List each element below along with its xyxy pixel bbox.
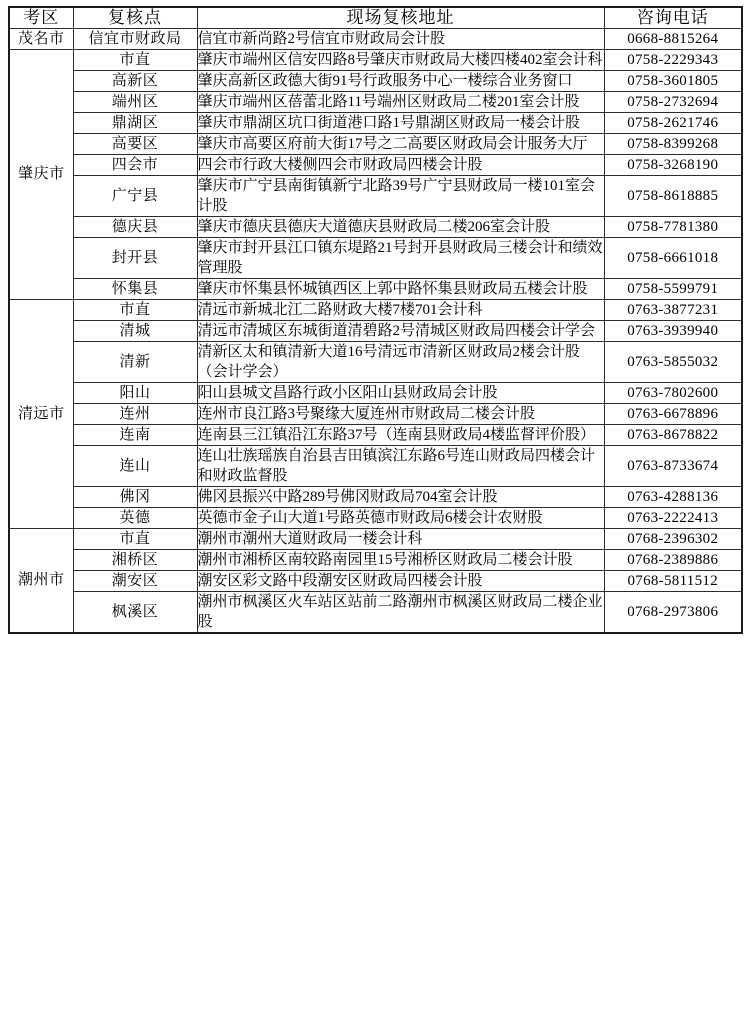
address-cell: 肇庆市怀集县怀城镇西区上郭中路怀集县财政局五楼会计股: [197, 279, 604, 300]
review-point-cell: 怀集县: [73, 279, 197, 300]
review-point-cell: 德庆县: [73, 217, 197, 238]
table-row: [9, 508, 742, 529]
table-row: [9, 321, 742, 342]
phone-cell: 0668-8815264: [604, 29, 742, 50]
table-row: [9, 217, 742, 238]
review-point-cell: 鼎湖区: [73, 113, 197, 134]
address-cell: 潮州市湘桥区南较路南园里15号湘桥区财政局二楼会计股: [197, 550, 604, 571]
table-row: [9, 592, 742, 634]
address-cell: 潮州市枫溪区火车站区站前二路潮州市枫溪区财政局二楼企业股: [197, 592, 604, 634]
review-point-cell: 枫溪区: [73, 592, 197, 634]
table-row: [9, 425, 742, 446]
address-cell: 英德市金子山大道1号路英德市财政局6楼会计农财股: [197, 508, 604, 529]
phone-cell: 0758-8399268: [604, 134, 742, 155]
address-cell: 肇庆市鼎湖区坑口街道港口路1号鼎湖区财政局一楼会计股: [197, 113, 604, 134]
address-cell: 肇庆高新区政德大街91号行政服务中心一楼综合业务窗口: [197, 71, 604, 92]
table-row: [9, 176, 742, 217]
phone-cell: 0758-3601805: [604, 71, 742, 92]
table-row: [9, 404, 742, 425]
address-cell: 肇庆市高要区府前大街17号之二高要区财政局会计服务大厅: [197, 134, 604, 155]
phone-cell: 0763-2222413: [604, 508, 742, 529]
address-cell: 佛冈县振兴中路289号佛冈财政局704室会计股: [197, 487, 604, 508]
table-row: [9, 29, 742, 50]
phone-cell: 0763-3877231: [604, 300, 742, 321]
review-point-cell: 四会市: [73, 155, 197, 176]
phone-cell: 0763-4288136: [604, 487, 742, 508]
column-header-address: 现场复核地址: [197, 7, 604, 29]
column-header-review-point: 复核点: [73, 7, 197, 29]
table-row: [9, 342, 742, 383]
address-cell: 连南县三江镇沿江东路37号（连南县财政局4楼监督评价股）: [197, 425, 604, 446]
phone-cell: 0768-2389886: [604, 550, 742, 571]
area-cell: 潮州市: [9, 529, 73, 634]
column-header-area: 考区: [9, 7, 73, 29]
review-point-cell: 连州: [73, 404, 197, 425]
area-cell: 肇庆市: [9, 50, 73, 300]
table-row: [9, 113, 742, 134]
phone-cell: 0763-8733674: [604, 446, 742, 487]
table-row: [9, 383, 742, 404]
review-point-cell: 市直: [73, 300, 197, 321]
table-row: [9, 71, 742, 92]
address-cell: 肇庆市端州区蓓蕾北路11号端州区财政局二楼201室会计股: [197, 92, 604, 113]
review-point-cell: 清城: [73, 321, 197, 342]
review-point-cell: 英德: [73, 508, 197, 529]
table-header: [9, 7, 742, 29]
column-header-phone: 咨询电话: [604, 7, 742, 29]
review-point-cell: 连山: [73, 446, 197, 487]
address-cell: 信宜市新尚路2号信宜市财政局会计股: [197, 29, 604, 50]
phone-cell: 0768-2396302: [604, 529, 742, 550]
phone-cell: 0763-3939940: [604, 321, 742, 342]
address-cell: 清远市新城北江二路财政大楼7楼701会计科: [197, 300, 604, 321]
table-row: [9, 487, 742, 508]
review-point-cell: 连南: [73, 425, 197, 446]
area-cell: 茂名市: [9, 29, 73, 50]
phone-cell: 0763-7802600: [604, 383, 742, 404]
table-row: [9, 155, 742, 176]
address-cell: 清远市清城区东城街道清碧路2号清城区财政局四楼会计学会: [197, 321, 604, 342]
phone-cell: 0758-8618885: [604, 176, 742, 217]
review-point-cell: 潮安区: [73, 571, 197, 592]
table-body: [9, 29, 742, 634]
table-row: [9, 550, 742, 571]
table-row: [9, 92, 742, 113]
review-point-cell: 信宜市财政局: [73, 29, 197, 50]
review-point-cell: 清新: [73, 342, 197, 383]
area-cell: 清远市: [9, 300, 73, 529]
table-header-row: [9, 7, 742, 29]
table-row: [9, 300, 742, 321]
phone-cell: 0758-6661018: [604, 238, 742, 279]
review-points-table-container: [8, 6, 741, 634]
review-point-cell: 湘桥区: [73, 550, 197, 571]
phone-cell: 0763-5855032: [604, 342, 742, 383]
phone-cell: 0758-2621746: [604, 113, 742, 134]
review-point-cell: 市直: [73, 50, 197, 71]
address-cell: 连山壮族瑶族自治县吉田镇滨江东路6号连山财政局四楼会计和财政监督股: [197, 446, 604, 487]
table-row: [9, 571, 742, 592]
phone-cell: 0758-3268190: [604, 155, 742, 176]
review-point-cell: 高要区: [73, 134, 197, 155]
review-point-cell: 封开县: [73, 238, 197, 279]
phone-cell: 0758-5599791: [604, 279, 742, 300]
table-row: [9, 279, 742, 300]
review-points-table: [8, 6, 743, 634]
review-point-cell: 端州区: [73, 92, 197, 113]
phone-cell: 0768-5811512: [604, 571, 742, 592]
table-row: [9, 50, 742, 71]
address-cell: 清新区太和镇清新大道16号清远市清新区财政局2楼会计股（会计学会）: [197, 342, 604, 383]
address-cell: 潮州市潮州大道财政局一楼会计科: [197, 529, 604, 550]
address-cell: 阳山县城文昌路行政小区阳山县财政局会计股: [197, 383, 604, 404]
phone-cell: 0758-7781380: [604, 217, 742, 238]
table-row: [9, 529, 742, 550]
address-cell: 肇庆市广宁县南街镇新宁北路39号广宁县财政局一楼101室会计股: [197, 176, 604, 217]
address-cell: 连州市良江路3号聚缘大厦连州市财政局二楼会计股: [197, 404, 604, 425]
address-cell: 肇庆市端州区信安四路8号肇庆市财政局大楼四楼402室会计科: [197, 50, 604, 71]
review-point-cell: 佛冈: [73, 487, 197, 508]
table-row: [9, 134, 742, 155]
address-cell: 肇庆市封开县江口镇东堤路21号封开县财政局三楼会计和绩效管理股: [197, 238, 604, 279]
review-point-cell: 阳山: [73, 383, 197, 404]
table-row: [9, 446, 742, 487]
review-point-cell: 高新区: [73, 71, 197, 92]
phone-cell: 0758-2732694: [604, 92, 742, 113]
phone-cell: 0763-6678896: [604, 404, 742, 425]
review-point-cell: 广宁县: [73, 176, 197, 217]
address-cell: 肇庆市德庆县德庆大道德庆县财政局二楼206室会计股: [197, 217, 604, 238]
review-point-cell: 市直: [73, 529, 197, 550]
phone-cell: 0768-2973806: [604, 592, 742, 634]
phone-cell: 0758-2229343: [604, 50, 742, 71]
address-cell: 潮安区彩文路中段潮安区财政局四楼会计股: [197, 571, 604, 592]
phone-cell: 0763-8678822: [604, 425, 742, 446]
address-cell: 四会市行政大楼侧四会市财政局四楼会计股: [197, 155, 604, 176]
table-row: [9, 238, 742, 279]
